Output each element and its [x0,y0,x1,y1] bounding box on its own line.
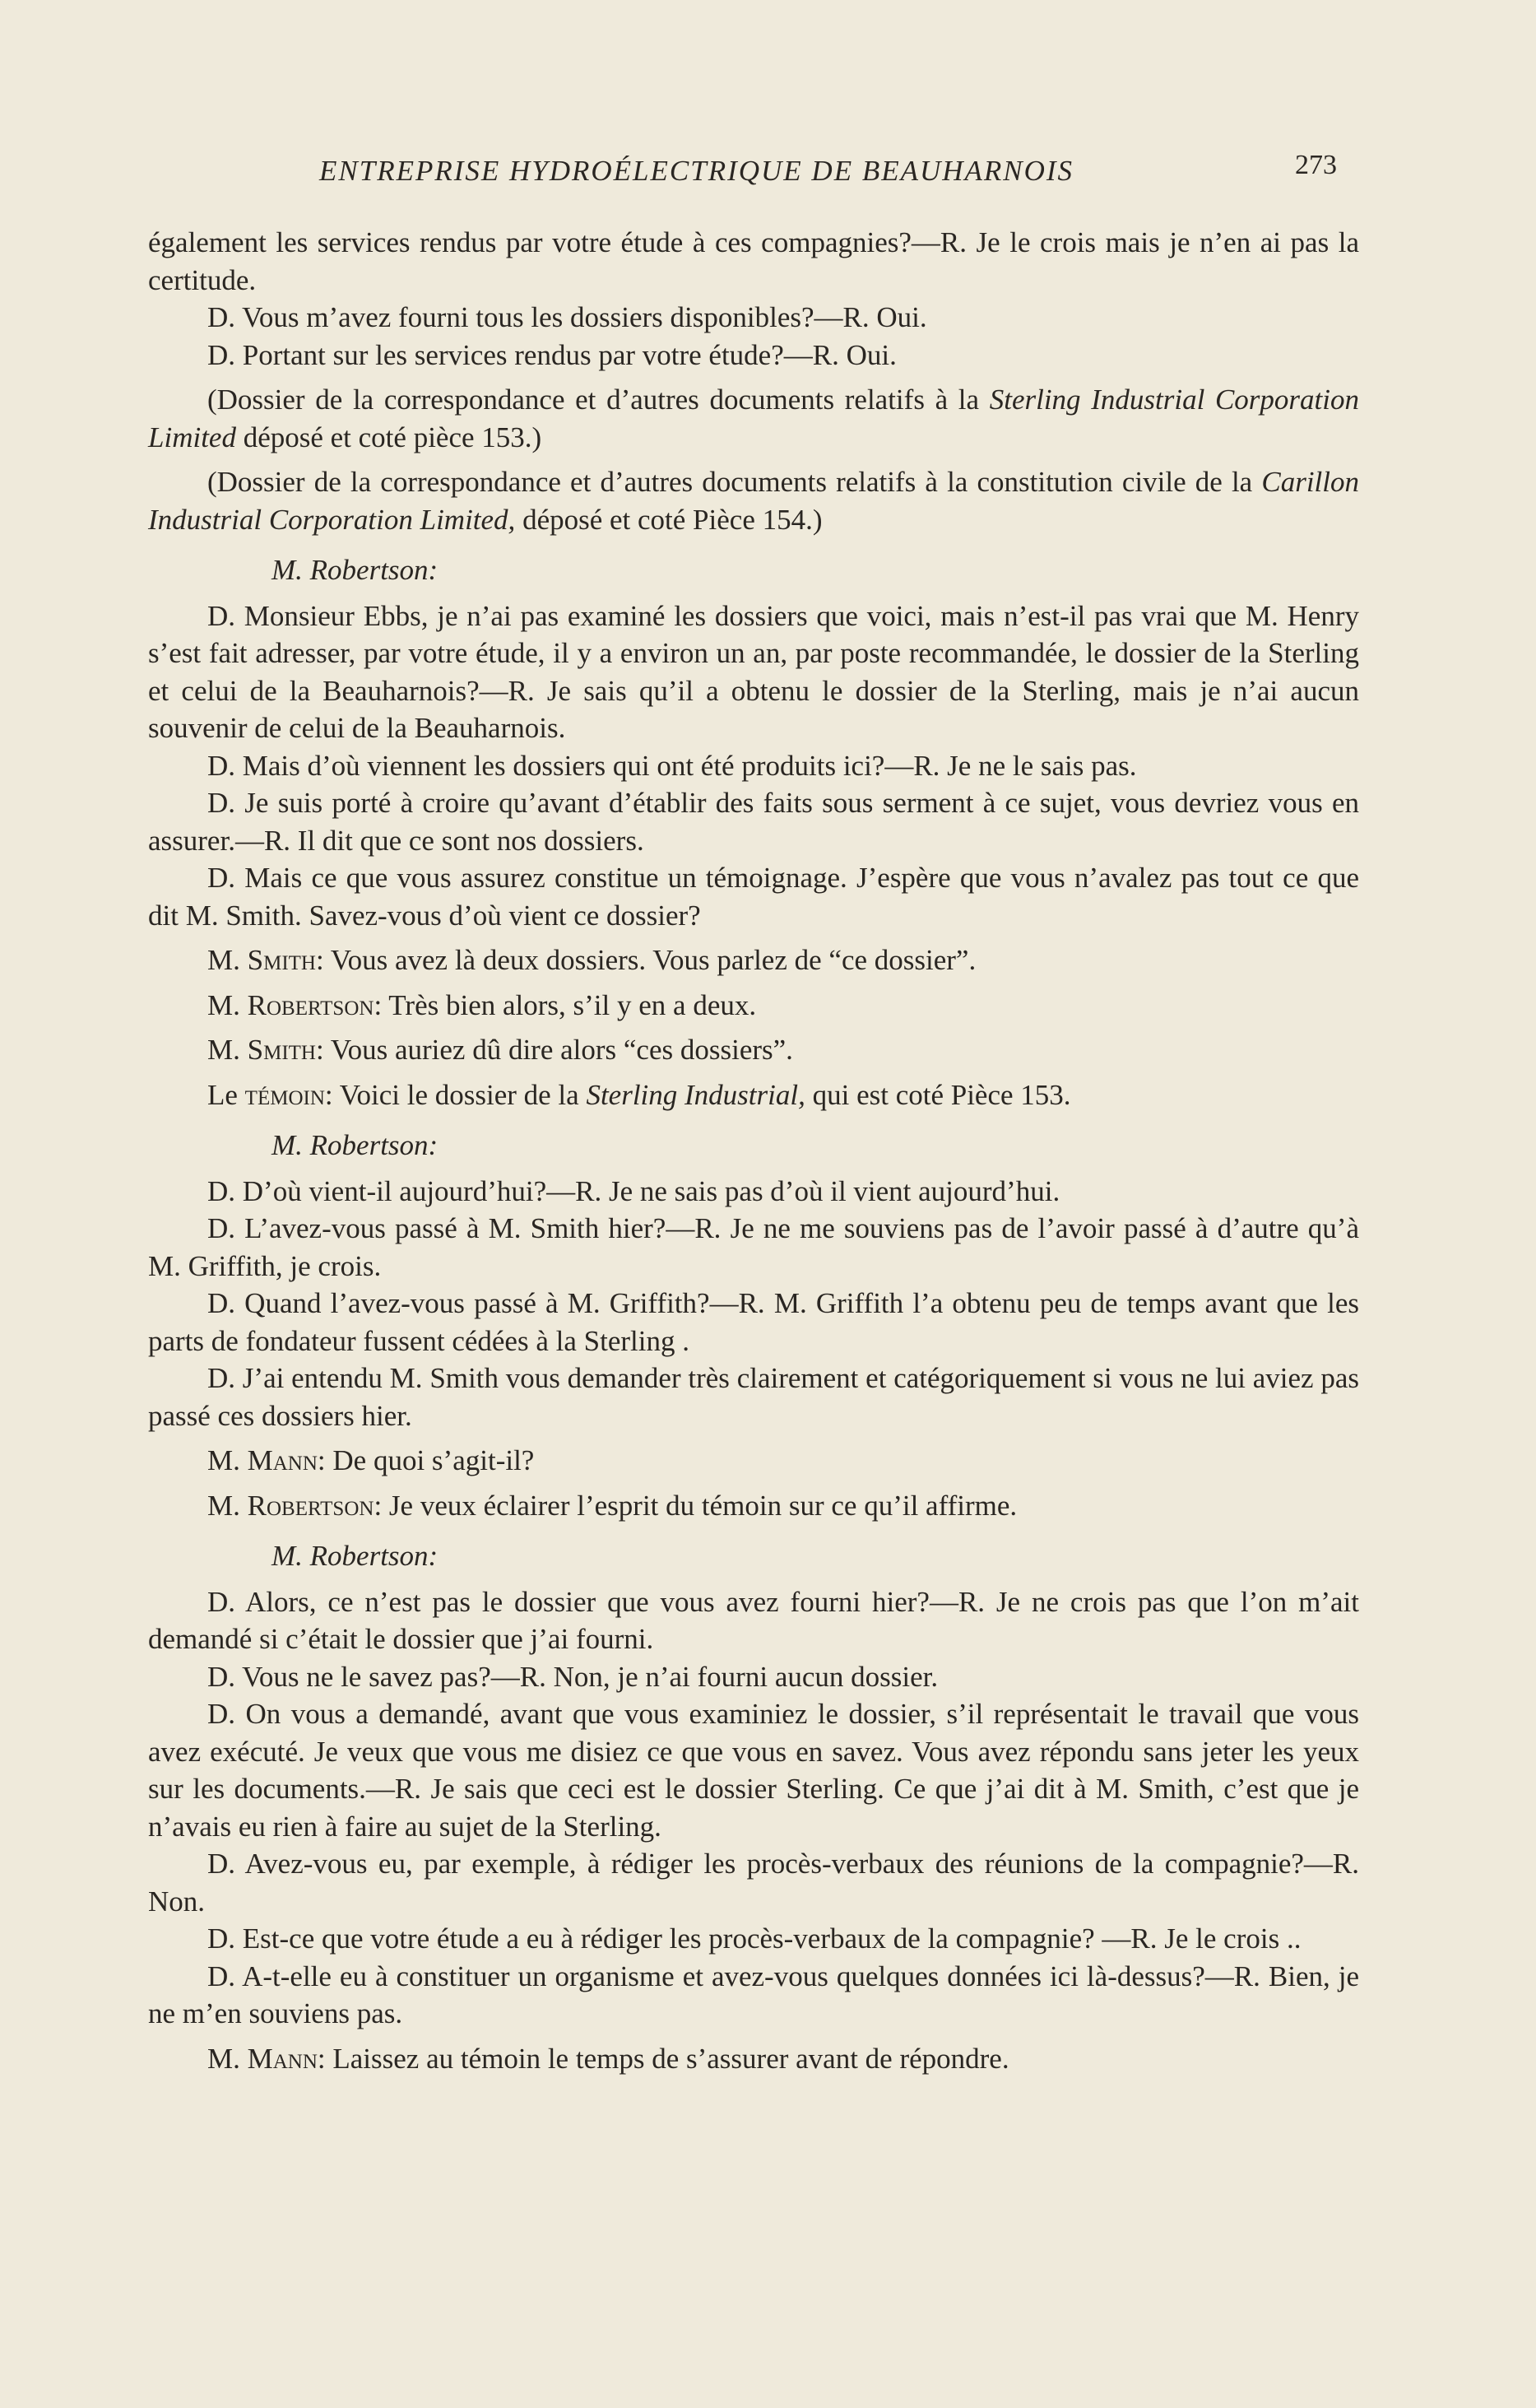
speaker-line [148,1442,1359,1480]
company-name: Sterling Industrial, [586,1078,805,1111]
exhibit-text: déposé et coté pièce 153.) [235,421,542,453]
paragraph: également les services rendus par votre étude à ces compagnies?—R. Je le crois mais je n’en ai pas la certitude. [148,226,1359,296]
exhibit-note [148,463,1359,538]
speech: : De quoi s’agit-il? [317,1444,535,1476]
page-header [0,150,1536,204]
speaker-heading: M. Robertson: [271,1540,439,1572]
exhibit-text: déposé et coté Pièce 154.) [515,503,823,536]
paragraph: D. D’où vient-il aujourd’hui?—R. Je ne sais pas d’où il vient aujourd’hui. [207,1174,1060,1207]
speech: qui est coté Pièce 153. [805,1078,1071,1111]
paragraph: D. Avez-vous eu, par exemple, à rédiger les procès-verbaux des réunions de la compagnie?—R. Non. [148,1848,1359,1918]
speech: : Laissez au témoin le temps de s’assurer avant de répondre. [317,2042,1009,2075]
speaker-name: Smith [247,944,316,976]
paragraph: D. Mais ce que vous assurez constitue un témoignage. J’espère que vous n’avalez pas tout ce que dit M. Smith. Savez-vous d’où vient ce dossier? [148,862,1359,932]
speech: : Vous avez là deux dossiers. Vous parlez de “ce dossier”. [315,944,977,976]
body-text [148,224,1359,2077]
speaker-name: Robertson [247,1489,374,1522]
paragraph: D. Vous ne le savez pas?—R. Non, je n’ai fourni aucun dossier. [207,1660,939,1693]
paragraph: D. Vous m’avez fourni tous les dossiers disponibles?—R. Oui. [207,301,927,333]
speaker-heading: M. Robertson: [271,1129,439,1161]
speaker-name: Mann [247,1444,318,1476]
paragraph: D. Monsieur Ebbs, je n’ai pas examiné les dossiers que voici, mais n’est-il pas vrai que M. Henry s’est fait adresser, par votre étude, il y a environ un an, par poste recommandée, le dossier de la Sterling et celui de la Beauharnois?—R. Je sais qu’il a obtenu le dossier de la Sterling, mais je n’ai aucun souvenir de celui de la Beauharnois. [148,599,1359,744]
paragraph: D. Je suis porté à croire qu’avant d’établir des faits sous serment à ce sujet, vous devriez vous en assurer.—R. Il dit que ce sont nos dossiers. [148,787,1359,857]
paragraph: D. A-t-elle eu à constituer un organisme et avez-vous quelques données ici là-dessus?—R. Bien, je ne m’en souviens pas. [148,1959,1359,2029]
speaker-name: Mann [247,2042,318,2075]
page-number: 273 [1295,150,1337,180]
exhibit-text: (Dossier de la correspondance et d’autres documents relatifs à la [207,384,990,416]
speaker-line [148,1076,1359,1114]
speaker-prefix: M. [207,1489,248,1522]
speaker-prefix: M. [207,988,248,1021]
speaker-name: témoin [244,1078,325,1111]
speaker-line [148,987,1359,1025]
speaker-line [148,2040,1359,2078]
paragraph: D. L’avez-vous passé à M. Smith hier?—R. Je ne me souviens pas de l’avoir passé à d’autre qu’à M. Griffith, je crois. [148,1212,1359,1282]
speaker-name: Robertson [247,988,374,1021]
company-name: Carillon Industrial Corporation Limited, [148,466,1359,536]
paragraph: D. Alors, ce n’est pas le dossier que vous avez fourni hier?—R. Je ne crois pas que l’on m’ait demandé si c’était le dossier que j’ai fourni. [148,1585,1359,1655]
speaker-prefix: Le [207,1078,245,1111]
paragraph: D. Mais d’où viennent les dossiers qui ont été produits ici?—R. Je ne le sais pas. [207,749,1137,782]
company-name: Sterling Industrial Corporation Limited [148,384,1359,453]
speech: : Très bien alors, s’il y en a deux. [374,988,757,1021]
speaker-prefix: M. [207,1444,248,1476]
paragraph: D. J’ai entendu M. Smith vous demander très clairement et catégoriquement si vous ne lui aviez pas passé ces dossiers hier. [148,1362,1359,1432]
paragraph: D. Est-ce que votre étude a eu à rédiger les procès-verbaux de la compagnie? —R. Je le crois .. [207,1922,1302,1955]
speaker-heading: M. Robertson: [271,554,439,586]
speaker-prefix: M. [207,1034,248,1066]
speaker-name: Smith [247,1034,316,1066]
speaker-line [148,941,1359,979]
exhibit-note [148,381,1359,456]
speech: : Vous auriez dû dire alors “ces dossiers”. [315,1034,793,1066]
speech: : Voici le dossier de la [324,1078,587,1111]
speech: : Je veux éclairer l’esprit du témoin sur ce qu’il affirme. [374,1489,1018,1522]
exhibit-text: (Dossier de la correspondance et d’autres documents relatifs à la constitution civile de la [207,466,1262,498]
speaker-prefix: M. [207,944,248,976]
speaker-prefix: M. [207,2042,248,2075]
paragraph: D. On vous a demandé, avant que vous examiniez le dossier, s’il représentait le travail que vous avez exécuté. Je veux que vous me disiez ce que vous en savez. Vous avez répondu sans jeter les yeux sur les documents.—R. Je sais que ceci est le dossier Sterling. Ce que j’ai dit à M. Smith, c’est que je n’avais eu rien à faire au sujet de la Sterling. [148,1698,1359,1843]
running-title: ENTREPRISE HYDROÉLECTRIQUE DE BEAUHARNOIS [319,155,1074,187]
paragraph: D. Portant sur les services rendus par votre étude?—R. Oui. [207,338,897,371]
speaker-line [148,1031,1359,1069]
paragraph: D. Quand l’avez-vous passé à M. Griffith?—R. M. Griffith l’a obtenu peu de temps avant que les parts de fondateur fussent cédées à la Sterling . [148,1287,1359,1357]
speaker-line [148,1487,1359,1525]
